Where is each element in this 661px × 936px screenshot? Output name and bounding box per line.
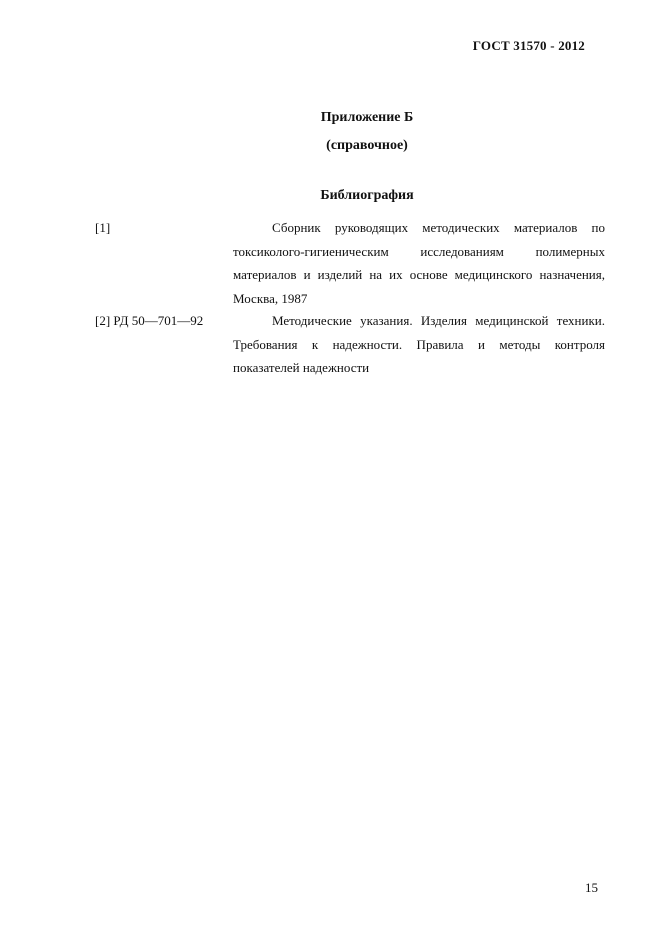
- bibliography-entry-label: [2] РД 50—701—92: [95, 313, 204, 328]
- bibliography-entry-label: [1]: [95, 220, 111, 235]
- document-code: ГОСТ 31570 - 2012: [472, 38, 585, 53]
- annex-subtitle: (справочное): [326, 138, 408, 153]
- bibliography-entry-text: Сборник руководящих методических материалов по токсиколого-гигиеническим исследованиям полимерных материалов и изделий на их основе медицинского назначения, Москва, 1987: [233, 220, 605, 306]
- page-number: 15: [585, 880, 598, 895]
- bibliography-entry-2: [95, 309, 605, 380]
- annex-title: Приложение Б: [320, 110, 414, 125]
- bibliography-heading: Библиография: [320, 188, 414, 203]
- bibliography-entry-text: Методические указания. Изделия медицинской техники. Требования к надежности. Правила и методы контроля показателей надежности: [233, 313, 605, 375]
- bibliography-entry-1: [95, 216, 605, 310]
